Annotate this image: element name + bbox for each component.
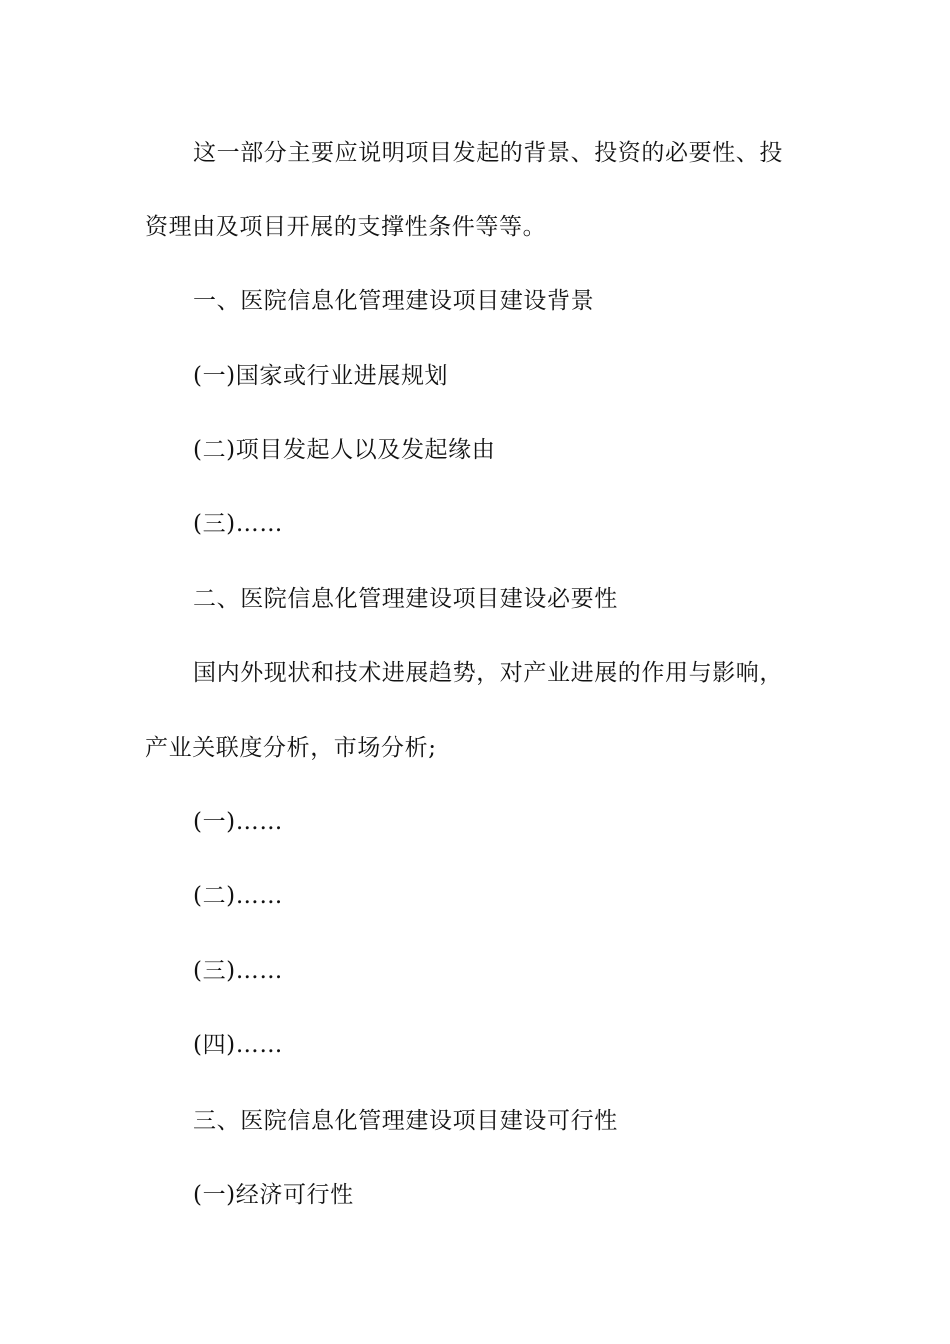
intro-paragraph-line-1: 这一部分主要应说明项目发起的背景、投资的必要性、投 xyxy=(193,140,783,166)
section-1-item-2: (二)项目发起人以及发起缘由 xyxy=(193,437,496,463)
section-2-item-2: (二)…… xyxy=(193,883,283,909)
section-3-heading: 三、医院信息化管理建设项目建设可行性 xyxy=(193,1108,618,1134)
section-2-body-line-2: 产业关联度分析，市场分析; xyxy=(145,735,437,761)
section-2-item-1: (一)…… xyxy=(193,809,283,835)
section-3-item-1: (一)经济可行性 xyxy=(193,1182,354,1208)
intro-paragraph-line-2: 资理由及项目开展的支撑性条件等等。 xyxy=(145,214,547,240)
section-1-heading: 一、医院信息化管理建设项目建设背景 xyxy=(193,288,595,314)
section-2-item-4: (四)…… xyxy=(193,1032,283,1058)
section-1-item-1: (一)国家或行业进展规划 xyxy=(193,363,449,389)
section-2-item-3: (三)…… xyxy=(193,958,283,984)
section-1-item-3: (三)…… xyxy=(193,511,283,537)
section-2-heading: 二、医院信息化管理建设项目建设必要性 xyxy=(193,586,618,612)
section-2-body-line-1: 国内外现状和技术进展趋势，对产业进展的作用与影响， xyxy=(193,660,783,686)
